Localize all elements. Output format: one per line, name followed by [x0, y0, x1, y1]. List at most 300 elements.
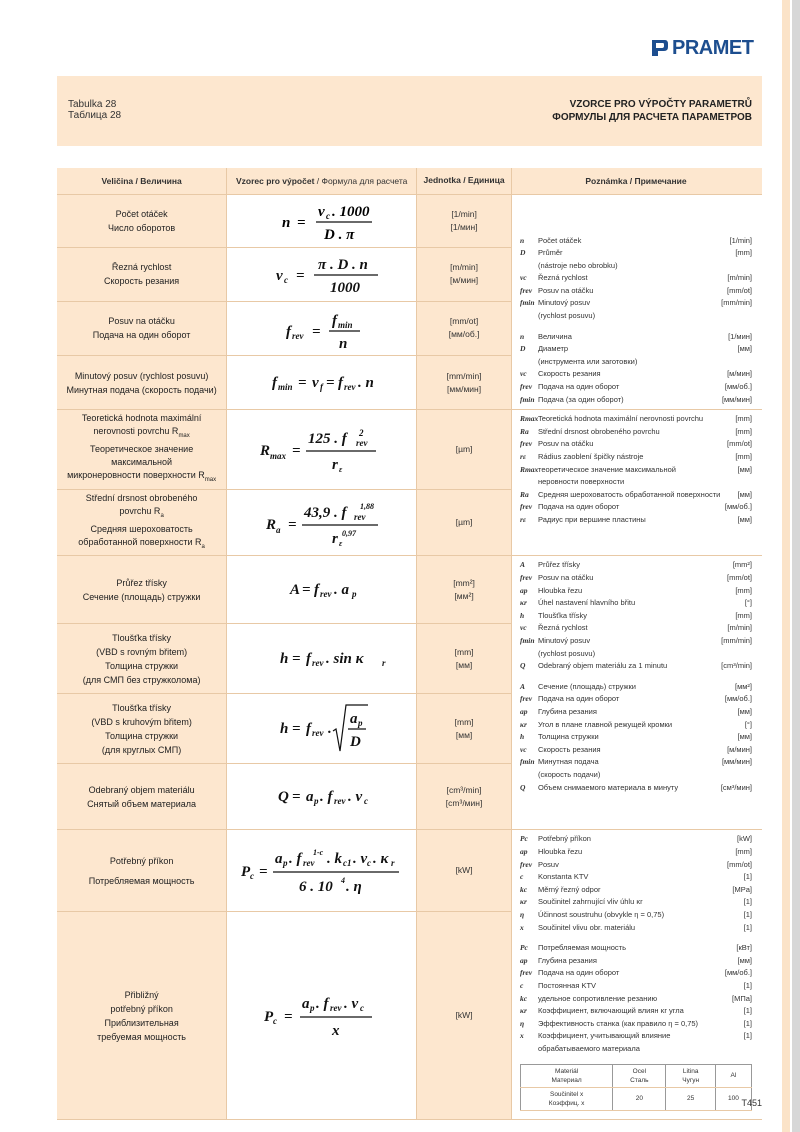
note-symbol: κr: [519, 598, 527, 608]
unit-cell: [417, 764, 512, 830]
material-steel: Ocel Сталь: [613, 1064, 666, 1087]
note-row: [520, 769, 752, 782]
note-symbol: κr: [519, 897, 527, 907]
note-row: [520, 413, 752, 426]
quantity-cell: [57, 912, 227, 1120]
unit-cz: [mm/ot]: [449, 316, 479, 327]
note-symbol: vc: [519, 369, 527, 379]
note-text: Řezná rychlost: [537, 623, 588, 633]
note-row: [520, 1005, 752, 1018]
note-row: [520, 514, 752, 527]
formula-den-rest: . η: [345, 878, 362, 895]
note-unit: [748, 260, 752, 273]
quantity-ru: Подача на один оборот: [92, 330, 191, 341]
note-text: (скорость подачи): [537, 769, 601, 779]
formula-num-sub: rev: [353, 511, 366, 522]
note-symbol: x: [519, 922, 524, 932]
formula-den: r: [331, 456, 338, 473]
note-unit: [1]: [743, 897, 752, 907]
note-symbol: [520, 323, 538, 331]
note-row: [520, 1030, 752, 1043]
quantity-l4: требуемая мощность: [97, 1031, 187, 1042]
material-table: [520, 1064, 752, 1111]
note-symbol: frev: [519, 382, 533, 392]
note-text: Подача (за один оборот): [537, 394, 624, 404]
note-unit: [мм/об.]: [724, 968, 752, 978]
formula-lhs-sub: c: [249, 870, 254, 881]
notes-list: [520, 413, 752, 526]
note-symbol: Q: [519, 782, 526, 792]
note-row: [520, 310, 752, 323]
note-unit: [mm/min]: [721, 298, 752, 308]
note-unit: [1]: [743, 922, 752, 932]
note-row: [520, 464, 752, 477]
formula-p5-sub: r: [390, 857, 395, 868]
note-unit: [мм]: [737, 732, 752, 742]
note-text: неровности поверхности: [537, 477, 625, 487]
note-text: Подача на один оборот: [537, 382, 620, 392]
note-symbol: kc: [519, 884, 528, 894]
formula-rnum-sub: p: [357, 717, 363, 728]
note-symbol: η: [519, 909, 525, 919]
unit-cell: [kW]: [417, 830, 512, 912]
note-symbol: [520, 934, 538, 942]
unit-cz: [1/min]: [451, 208, 477, 219]
note-row: [520, 693, 752, 706]
note-row: [520, 934, 752, 942]
header-quantity: Veličina / Величина: [57, 168, 227, 194]
formula-cell: [227, 624, 417, 694]
formula-h2: . sin κ: [325, 650, 364, 667]
formula-lhs: h: [279, 720, 289, 737]
note-symbol: h: [519, 610, 525, 620]
formula-a: [232, 570, 412, 610]
formula-n: . n: [357, 374, 374, 391]
formula-num: v: [317, 203, 325, 220]
note-symbol: fmin: [519, 394, 535, 404]
formula-p2-sup: 1-c: [312, 847, 323, 857]
note-symbol: n: [519, 331, 525, 341]
note-unit: [748, 1043, 752, 1056]
unit-ru: [мм²]: [454, 590, 474, 601]
note-symbol: ap: [519, 706, 528, 716]
note-unit: [°]: [744, 598, 752, 608]
formula-lhs-sub: rev: [291, 331, 304, 342]
page-title-cz: VZORCE PRO VÝPOČTY PARAMETRŮ: [569, 99, 752, 110]
formula-rden: D: [349, 733, 361, 750]
formula-p4-sub: c: [366, 857, 371, 868]
formula-lhs: Q: [277, 788, 289, 805]
formula-q3-sub: c: [363, 795, 368, 806]
note-unit: [1/мин]: [728, 331, 752, 341]
formula-lhs: v: [275, 268, 283, 285]
note-text: Коэффициент, учитывающий влияние: [537, 1031, 671, 1041]
svg-text:=: =: [325, 374, 335, 391]
note-unit: [mm/ot]: [726, 439, 752, 449]
unit-cell: [417, 247, 512, 301]
formula-h1-sub: rev: [311, 657, 324, 668]
formula-num: 43,9 . f: [303, 504, 347, 521]
note-unit: [мм]: [737, 344, 752, 354]
note-text: [538, 323, 748, 331]
unit-cell: [417, 301, 512, 355]
note-row: [520, 859, 752, 872]
table-row: [57, 830, 762, 912]
note-unit: [mm/ot]: [726, 573, 752, 582]
note-text: Эффективность станка (как правило η = 0,75): [537, 1018, 699, 1028]
unit-cz: [m/min]: [450, 262, 478, 273]
note-symbol: vc: [519, 273, 527, 283]
note-symbol: kc: [519, 993, 528, 1003]
table-number-cz: Tabulka 28: [68, 99, 117, 110]
formula-a1: f: [313, 581, 319, 598]
note-symbol: Rmax: [519, 414, 539, 424]
unit-cell: [417, 694, 512, 764]
note-text: Teoretická hodnota maximální nerovnosti povrchu: [537, 414, 704, 424]
note-unit: [mm]: [735, 414, 752, 424]
note-text: (инструмента или заготовки): [537, 356, 638, 366]
quantity-l2: potřebný příkon: [110, 1003, 173, 1014]
note-symbol: frev: [519, 859, 533, 869]
note-text: (rychlost posuvu): [537, 311, 596, 321]
note-symbol: frev: [519, 502, 533, 512]
note-text: Диаметр: [537, 344, 569, 354]
header-unit: Jednotka / Единица: [417, 168, 512, 194]
note-symbol: frev: [519, 968, 533, 978]
note-unit: [мм/мин]: [721, 757, 752, 767]
notes-list: [520, 235, 752, 407]
quantity-l4: микронеровности поверхности $R_{max}$: [67, 470, 217, 483]
formula-cell: [227, 912, 417, 1120]
formula-lhs: R: [259, 442, 270, 459]
note-text: Скорость резания: [537, 744, 601, 754]
note-row: [520, 955, 752, 968]
formula-num-sup: 2: [358, 427, 364, 438]
formula-v: v: [311, 374, 319, 391]
note-unit: [м/мин]: [727, 744, 752, 754]
quantity-cz: Posuv na otáčku: [108, 316, 175, 327]
formula-p3: . k: [326, 850, 342, 867]
material-coef: Součinitel x Коэффиц. x: [520, 1087, 612, 1110]
note-symbol: κr: [519, 1006, 527, 1016]
svg-text:.: .: [327, 720, 332, 737]
formula-cell: [227, 301, 417, 355]
note-row: [520, 451, 752, 464]
note-unit: [1]: [743, 872, 752, 882]
formula-den: 6 . 10: [298, 878, 333, 895]
note-text: Радиус при вершине пластины: [537, 514, 646, 524]
note-row: [520, 681, 752, 694]
note-row: [520, 673, 752, 681]
quantity-cell: [57, 356, 227, 410]
note-symbol: vc: [519, 744, 527, 754]
note-row: [520, 438, 752, 451]
formula-fmin: [232, 363, 412, 403]
note-symbol: frev: [519, 573, 533, 582]
quantity-cell: [57, 764, 227, 830]
quantity-l1: Střední drsnost obrobeného: [85, 492, 198, 503]
note-row: [520, 967, 752, 980]
note-row: [520, 572, 752, 585]
note-unit: [мм]: [737, 955, 752, 965]
formula-den-sub: ε: [338, 538, 342, 548]
note-unit: [°]: [744, 719, 752, 729]
svg-text:=: =: [291, 788, 301, 805]
note-row: [520, 980, 752, 993]
unit-ru: [мм]: [455, 729, 473, 740]
quantity-l4: (для круглых СМП): [101, 744, 182, 755]
unit-cell: [µm]: [417, 410, 512, 490]
pramet-logo-mark: [651, 38, 669, 58]
note-row: [520, 884, 752, 897]
formula-cell: [227, 410, 417, 490]
quantity-l3: Толщина стружки: [105, 660, 179, 671]
note-text: Účinnost soustruhu (obvykle η = 0,75): [537, 909, 665, 919]
quantity-l1: Tloušťka třísky: [112, 702, 172, 713]
formula-h-straight: [232, 639, 412, 679]
formula-cell: [227, 356, 417, 410]
quantity-l2: povrchu $R_a$: [119, 505, 164, 519]
note-symbol: D: [519, 248, 526, 258]
material-cast-iron: Litina Чугун: [666, 1064, 716, 1087]
quantity-ru: Сечение (площадь) стружки: [82, 591, 201, 602]
quantity-ru: Число оборотов: [108, 222, 176, 233]
note-text: Коэффициент, включающий влиян κr угла: [537, 1006, 684, 1016]
note-symbol: ap: [519, 585, 528, 595]
formula-rmax: [232, 425, 412, 475]
quantity-ru: Скорость резания: [104, 276, 180, 287]
quantity-cell: [57, 301, 227, 355]
note-row: [520, 782, 752, 795]
note-text: Řezná rychlost: [537, 273, 588, 283]
formula-f-sub: rev: [343, 381, 356, 392]
note-text: Скорость резания: [537, 369, 601, 379]
note-symbol: A: [519, 560, 525, 570]
note-text: Угол в плане главной режущей кромки: [537, 719, 673, 729]
formula-h1: f: [305, 650, 311, 667]
material-value-row: [520, 1087, 751, 1110]
note-row: [520, 235, 752, 248]
note-symbol: fmin: [519, 757, 535, 767]
note-text: Средняя шероховатость обработанной поверхности: [537, 489, 721, 499]
material-header-row: [520, 1064, 751, 1087]
note-row: [520, 622, 752, 635]
note-row: [520, 476, 752, 489]
formula-h-round: [232, 701, 412, 757]
note-symbol: frev: [519, 439, 533, 449]
note-text: Сечение (площадь) стружки: [537, 681, 636, 691]
formula-lhs: h: [279, 650, 289, 667]
note-unit: [748, 323, 752, 331]
formula-lhs-sub: a: [275, 524, 281, 535]
note-unit: [mm²]: [732, 560, 752, 570]
unit-ru: [1/мин]: [450, 221, 478, 232]
note-symbol: [520, 476, 538, 489]
quantity-cell: [57, 556, 227, 624]
note-text: Minutový posuv: [537, 298, 591, 308]
formula-pc: [229, 843, 415, 899]
formula-n: [232, 198, 412, 244]
note-unit: [мм]: [737, 514, 752, 524]
formula-num-rest: . 1000: [331, 203, 370, 220]
note-row: [520, 426, 752, 439]
note-text: Posuv: [537, 859, 559, 869]
formula-q1: a: [305, 788, 314, 805]
note-text: Střední drsnost obrobeného povrchu: [537, 426, 660, 436]
unit-ru: [cm³/мин]: [445, 797, 483, 808]
table-header-row: [57, 168, 762, 194]
note-symbol: Ra: [519, 426, 529, 436]
formula-num-sup: 1,88: [359, 501, 374, 511]
note-unit: [1]: [743, 909, 752, 919]
note-symbol: fmin: [519, 635, 535, 645]
note-text: Minutový posuv: [537, 635, 591, 645]
note-symbol: frev: [519, 694, 533, 704]
unit-ru: [мм/об.]: [448, 329, 480, 340]
note-row: [520, 635, 752, 648]
note-text: Минутная подача: [537, 757, 599, 767]
note-text: Počet otáček: [537, 235, 582, 245]
note-unit: [mm]: [735, 847, 752, 856]
note-symbol: n: [519, 235, 525, 245]
note-text: Konstanta KTV: [537, 872, 589, 882]
pramet-logo: [651, 37, 763, 59]
unit-cz: [mm]: [454, 646, 474, 657]
note-row: [520, 993, 752, 1006]
note-row: [520, 660, 752, 673]
note-unit: [мм²]: [735, 681, 752, 691]
note-text: Rádius zaoblení špičky nástroje: [537, 452, 644, 461]
formula-lhs: f: [271, 374, 277, 391]
side-stripe-gray: [792, 0, 800, 1132]
svg-text:=: =: [291, 442, 301, 459]
note-unit: [cм³/мин]: [720, 782, 752, 792]
note-symbol: [520, 260, 538, 273]
note-symbol: x: [519, 1031, 524, 1041]
quantity-cell: [57, 410, 227, 490]
formula-lhs: A: [289, 581, 300, 598]
header-note: Poznámka / Примечание: [511, 168, 762, 194]
note-symbol: [520, 310, 538, 323]
note-unit: [мм/мин]: [721, 394, 752, 404]
note-row: [520, 833, 752, 846]
quantity-cz: Minutový posuv (rychlost posuvu): [74, 370, 209, 381]
note-row: [520, 719, 752, 732]
note-text: [538, 673, 748, 681]
notes-group-1: [511, 194, 762, 410]
formula-den: n: [338, 336, 348, 352]
formula-den-sub: ε: [338, 464, 342, 474]
note-unit: [МПа]: [732, 993, 752, 1003]
table-row: [57, 410, 762, 490]
svg-text:=: =: [287, 516, 297, 533]
note-unit: [748, 476, 752, 489]
formula-lhs-sub: max: [269, 450, 286, 461]
note-text: Potřebný příkon: [537, 834, 591, 844]
note-symbol: Q: [519, 661, 526, 671]
formula-a2: . a: [333, 581, 349, 598]
note-symbol: [520, 648, 538, 661]
formula-a1-sub: rev: [319, 588, 332, 599]
note-symbol: vc: [519, 623, 527, 633]
formula-q2: . f: [319, 788, 333, 805]
note-text: Odebraný objem materiálu za 1 minutu: [537, 661, 668, 671]
note-unit: [1]: [743, 1018, 752, 1028]
formula-p3: . v: [343, 995, 358, 1012]
note-unit: [1]: [743, 1031, 752, 1041]
note-row: [520, 368, 752, 381]
formula-q: [232, 777, 412, 817]
table-number-ru: Таблица 28: [68, 110, 122, 121]
formula-lhs: P: [240, 863, 250, 880]
unit-cell: [µm]: [417, 489, 512, 556]
unit-cell: [417, 624, 512, 694]
quantity-cell: [57, 194, 227, 247]
quantity-l3: Средняя шероховатость: [90, 523, 193, 534]
formula-table: [57, 168, 762, 1120]
svg-text:=: =: [296, 214, 306, 231]
quantity-cell: [57, 247, 227, 301]
note-unit: [cm³/min]: [721, 661, 752, 671]
unit-cz: [mm²]: [453, 577, 475, 588]
logo-text: PRAMET: [672, 36, 754, 59]
note-row: [520, 597, 752, 610]
note-unit: [мм]: [737, 464, 752, 474]
formula-cell: [227, 764, 417, 830]
formula-rnum: a: [349, 710, 358, 727]
note-row: [520, 610, 752, 623]
note-text: Posuv na otáčku: [537, 439, 594, 449]
note-row: [520, 909, 752, 922]
formula-q1-sub: p: [313, 795, 319, 806]
formula-lhs-sub: c: [283, 275, 288, 286]
header-formula: [227, 168, 417, 194]
table-row: [57, 194, 762, 247]
quantity-cell: [57, 624, 227, 694]
svg-text:=: =: [297, 374, 307, 391]
note-text: Součinitel vlivu obr. materiálu: [537, 922, 636, 932]
note-symbol: [520, 769, 538, 782]
note-row: [520, 297, 752, 310]
formula-lhs-sub: min: [277, 381, 293, 392]
quantity-l3: Толщина стружки: [105, 730, 179, 741]
note-text: [538, 934, 748, 942]
formula-cell: [227, 247, 417, 301]
quantity-ru: Минутная подача (скорость подачи): [66, 384, 217, 395]
table-row: [57, 556, 762, 624]
formula-den-sup: 4: [340, 875, 345, 885]
note-symbol: Pc: [519, 943, 528, 953]
material-value-cast-iron: 25: [666, 1087, 716, 1110]
note-text: Объем снимаемого материала в минуту: [537, 782, 679, 792]
note-text: Толщина стружки: [537, 732, 599, 742]
note-unit: [748, 934, 752, 942]
unit-cz: [mm/min]: [446, 370, 482, 381]
note-row: [520, 585, 752, 598]
formula-h1-sub: rev: [311, 727, 324, 738]
note-symbol: ap: [519, 847, 528, 856]
formula-p2-sub: rev: [329, 1002, 342, 1013]
quantity-ru: Потребляемая мощность: [88, 875, 195, 886]
formula-num-sub: rev: [355, 437, 368, 448]
formula-den: x: [331, 1022, 340, 1039]
notes-list: [520, 833, 752, 1055]
note-unit: [mm/ot]: [726, 859, 752, 869]
note-text: обрабатываемого материала: [537, 1043, 640, 1053]
note-unit: [748, 769, 752, 782]
svg-text:=: =: [291, 650, 301, 667]
formula-vc: [232, 251, 412, 297]
